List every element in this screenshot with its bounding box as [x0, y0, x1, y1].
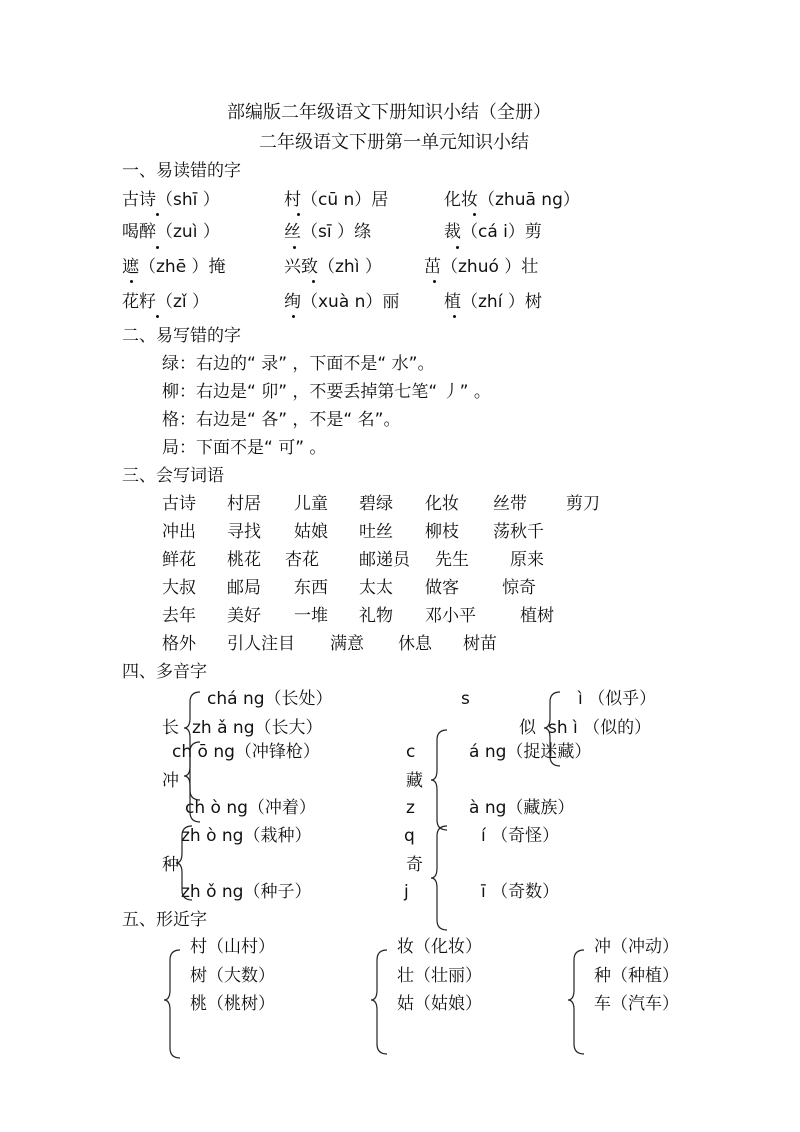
word-item: 礼物	[359, 606, 393, 626]
word-item: 荡秋千	[493, 522, 544, 542]
misread-item: 村（cū n）居	[284, 190, 389, 210]
misread-item: 丝（sī ）绦	[284, 222, 371, 242]
word-item: 柳枝	[425, 522, 459, 542]
misread-item: 花籽（zǐ ）	[122, 292, 210, 312]
word-item: 休息	[398, 634, 432, 654]
unit-subtitle: 二年级语文下册第一单元知识小结	[259, 132, 529, 153]
reading-line: zh ǎ ng（长大）	[192, 718, 323, 738]
polyphone-char: 长	[162, 718, 179, 738]
word-item: 树苗	[463, 634, 497, 654]
misread-item: 化妆（zhuā ng）	[444, 190, 580, 210]
word-item: 剪刀	[566, 494, 600, 514]
similar-char-item: 桃（桃树）	[190, 994, 275, 1014]
word-item: 植树	[520, 606, 554, 626]
word-item: 美好	[227, 606, 261, 626]
reading-line: ch ò ng（冲着）	[185, 798, 316, 818]
word-item: 太太	[359, 578, 393, 598]
page-title: 部编版二年级语文下册知识小结（全册）	[227, 102, 551, 123]
word-item: 邮局	[227, 578, 261, 598]
similar-char-item: 树（大数）	[190, 966, 275, 986]
reading-line: í （奇怪）	[481, 826, 560, 846]
misread-item: 喝醉（zuì ）	[122, 222, 220, 242]
section-heading-words: 三、会写词语	[122, 466, 224, 486]
word-item: 邓小平	[425, 606, 476, 626]
miswritten-item: 柳：右边是“ 卯” ，不要丢掉第七笔“ 丿” 。	[162, 382, 491, 402]
misread-item: 古诗（shī ）	[122, 190, 220, 210]
word-item: 格外	[162, 634, 196, 654]
reading-line: á ng（捉迷藏）	[469, 742, 592, 762]
reading-line: ì （似乎）	[578, 689, 657, 709]
polyphone-char: 奇	[406, 855, 423, 875]
similar-char-item: 姑（姑娘）	[397, 994, 482, 1014]
brace-icon	[431, 730, 447, 830]
word-item: 古诗	[162, 494, 196, 514]
reading-line: s	[461, 689, 470, 709]
word-item: 儿童	[294, 494, 328, 514]
word-item: 寻找	[227, 522, 261, 542]
miswritten-item: 格：右边是“ 各” ，不是“ 名”。	[162, 410, 401, 430]
polyphone-char: 藏	[406, 771, 423, 791]
misread-item: 兴致（zhì ）	[284, 257, 382, 277]
word-item: 化妆	[425, 494, 459, 514]
word-item: 鲜花	[162, 550, 196, 570]
misread-item: 遮（zhē ）掩	[122, 257, 226, 277]
brace-icon	[184, 742, 200, 822]
brace-icon	[371, 950, 387, 1054]
word-item: 冲出	[162, 522, 196, 542]
word-item: 先生	[435, 550, 469, 570]
section-heading-misread: 一、易读错的字	[122, 161, 241, 181]
reading-line: j	[404, 882, 409, 902]
section-heading-similar: 五、形近字	[122, 910, 207, 930]
word-item: 东西	[294, 578, 328, 598]
similar-char-item: 种（种植）	[594, 966, 679, 986]
word-item: 村居	[227, 494, 261, 514]
similar-char-item: 妆（化妆）	[397, 937, 482, 957]
similar-char-item: 村（山村）	[190, 937, 275, 957]
reading-line: c	[406, 742, 416, 762]
reading-line: sh ì （似的）	[548, 718, 652, 738]
word-item: 杏花	[285, 550, 319, 570]
miswritten-item: 局：下面不是“ 可” 。	[162, 438, 327, 458]
misread-item: 裁（cá i）剪	[444, 222, 542, 242]
section-heading-miswritten: 二、易写错的字	[122, 326, 241, 346]
reading-line: zh ǒ ng（种子）	[181, 882, 312, 902]
similar-char-item: 冲（冲动）	[594, 937, 679, 957]
section-heading-polyphones: 四、多音字	[122, 662, 207, 682]
misread-item: 植（zhí ）树	[444, 292, 542, 312]
word-item: 邮递员	[359, 550, 410, 570]
brace-icon	[176, 826, 192, 900]
reading-line: chá ng（长处）	[207, 689, 333, 709]
brace-icon	[164, 950, 180, 1058]
word-item: 去年	[162, 606, 196, 626]
reading-line: z	[406, 798, 415, 818]
word-item: 惊奇	[502, 578, 536, 598]
polyphone-char: 似	[519, 718, 536, 738]
word-item: 满意	[330, 634, 364, 654]
brace-icon	[544, 692, 560, 766]
reading-line: à ng（藏族）	[469, 798, 575, 818]
similar-char-item: 车（汽车）	[594, 994, 679, 1014]
reading-line: q	[404, 826, 415, 846]
word-item: 姑娘	[294, 522, 328, 542]
reading-line: ch ō ng（冲锋枪）	[172, 742, 320, 762]
word-item: 吐丝	[359, 522, 393, 542]
similar-char-item: 壮（壮丽）	[397, 966, 482, 986]
word-item: 丝带	[493, 494, 527, 514]
word-item: 引人注目	[227, 634, 295, 654]
misread-item: 茁（zhuó ）壮	[424, 257, 539, 277]
word-item: 原来	[510, 550, 544, 570]
miswritten-item: 绿：右边的“ 录” ，下面不是“ 水”。	[162, 354, 435, 374]
word-item: 做客	[425, 578, 459, 598]
brace-icon	[568, 950, 584, 1054]
word-item: 桃花	[227, 550, 261, 570]
reading-line: zh ò ng（栽种）	[181, 826, 312, 846]
reading-line: ī （奇数）	[481, 882, 560, 902]
word-item: 一堆	[294, 606, 328, 626]
word-item: 碧绿	[359, 494, 393, 514]
misread-item: 绚（xuà n）丽	[284, 292, 400, 312]
word-item: 大叔	[162, 578, 196, 598]
polyphone-char: 种	[162, 855, 179, 875]
brace-icon	[431, 826, 447, 930]
polyphone-char: 冲	[162, 771, 179, 791]
